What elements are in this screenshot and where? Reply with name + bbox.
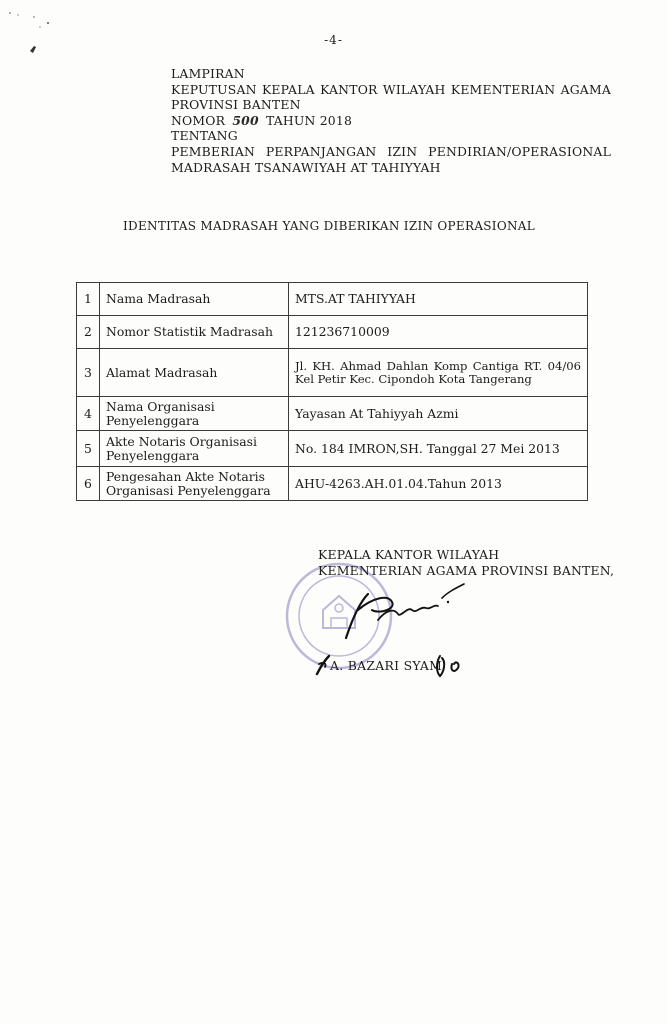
nomor-handwritten: 500 (232, 112, 259, 128)
nomor-prefix: NOMOR (171, 112, 226, 128)
row-number: 6 (77, 467, 100, 501)
row-value: AHU-4263.AH.01.04.Tahun 2013 (289, 467, 588, 501)
header-keputusan: KEPUTUSAN KEPALA KANTOR WILAYAH KEMENTERIAN AGAMA (171, 81, 611, 97)
paraf-mark (432, 652, 472, 680)
table-row (77, 467, 588, 501)
header-pemberian: PEMBERIAN PERPANJANGAN IZIN PENDIRIAN/OPERASIONAL (171, 143, 611, 159)
nomor-suffix: TAHUN 2018 (265, 112, 353, 128)
document-header (171, 66, 611, 175)
row-label: Alamat Madrasah (100, 349, 289, 397)
row-number: 5 (77, 431, 100, 467)
row-number: 3 (77, 349, 100, 397)
row-label: Nama Organisasi Penyelenggara (100, 397, 289, 431)
row-value: 121236710009 (289, 316, 588, 349)
table-row (77, 431, 588, 467)
header-nomor (171, 113, 611, 129)
header-lampiran: LAMPIRAN (171, 66, 245, 81)
row-value: Yayasan At Tahiyyah Azmi (289, 397, 588, 431)
header-tentang: TENTANG (171, 128, 238, 144)
page-number: -4- (324, 33, 343, 47)
header-provinsi: PROVINSI BANTEN (171, 97, 301, 113)
row-label: Akte Notaris Organisasi Penyelenggara (100, 431, 289, 467)
table-row (77, 283, 588, 316)
signature-title-line1: KEPALA KANTOR WILAYAH (318, 547, 500, 562)
signer-name: A. BAZARI SYAM (330, 658, 443, 673)
section-subtitle: IDENTITAS MADRASAH YANG DIBERIKAN IZIN OPERASIONAL (123, 219, 536, 233)
row-label: Nomor Statistik Madrasah (100, 316, 289, 349)
row-value: Jl. KH. Ahmad Dahlan Komp Cantiga RT. 04/06 Kel Petir Kec. Cipondoh Kota Tangerang (289, 349, 588, 397)
row-label: Nama Madrasah (100, 283, 289, 316)
handwritten-signature (338, 580, 478, 650)
row-number: 1 (77, 283, 100, 316)
row-value: MTS.AT TAHIYYAH (289, 283, 588, 316)
row-value: No. 184 IMRON,SH. Tanggal 27 Mei 2013 (289, 431, 588, 467)
identity-table (76, 282, 588, 501)
table-row (77, 397, 588, 431)
header-madrasah: MADRASAH TSANAWIYAH AT TAHIYYAH (171, 159, 441, 175)
row-label: Pengesahan Akte Notaris Organisasi Penyelenggara (100, 467, 289, 501)
row-number: 4 (77, 397, 100, 431)
table-row (77, 349, 588, 397)
row-number: 2 (77, 316, 100, 349)
signature-title-line2: KEMENTERIAN AGAMA PROVINSI BANTEN, (318, 562, 615, 578)
table-row (77, 316, 588, 349)
scan-specks (4, 5, 64, 65)
signature-block (318, 547, 614, 578)
